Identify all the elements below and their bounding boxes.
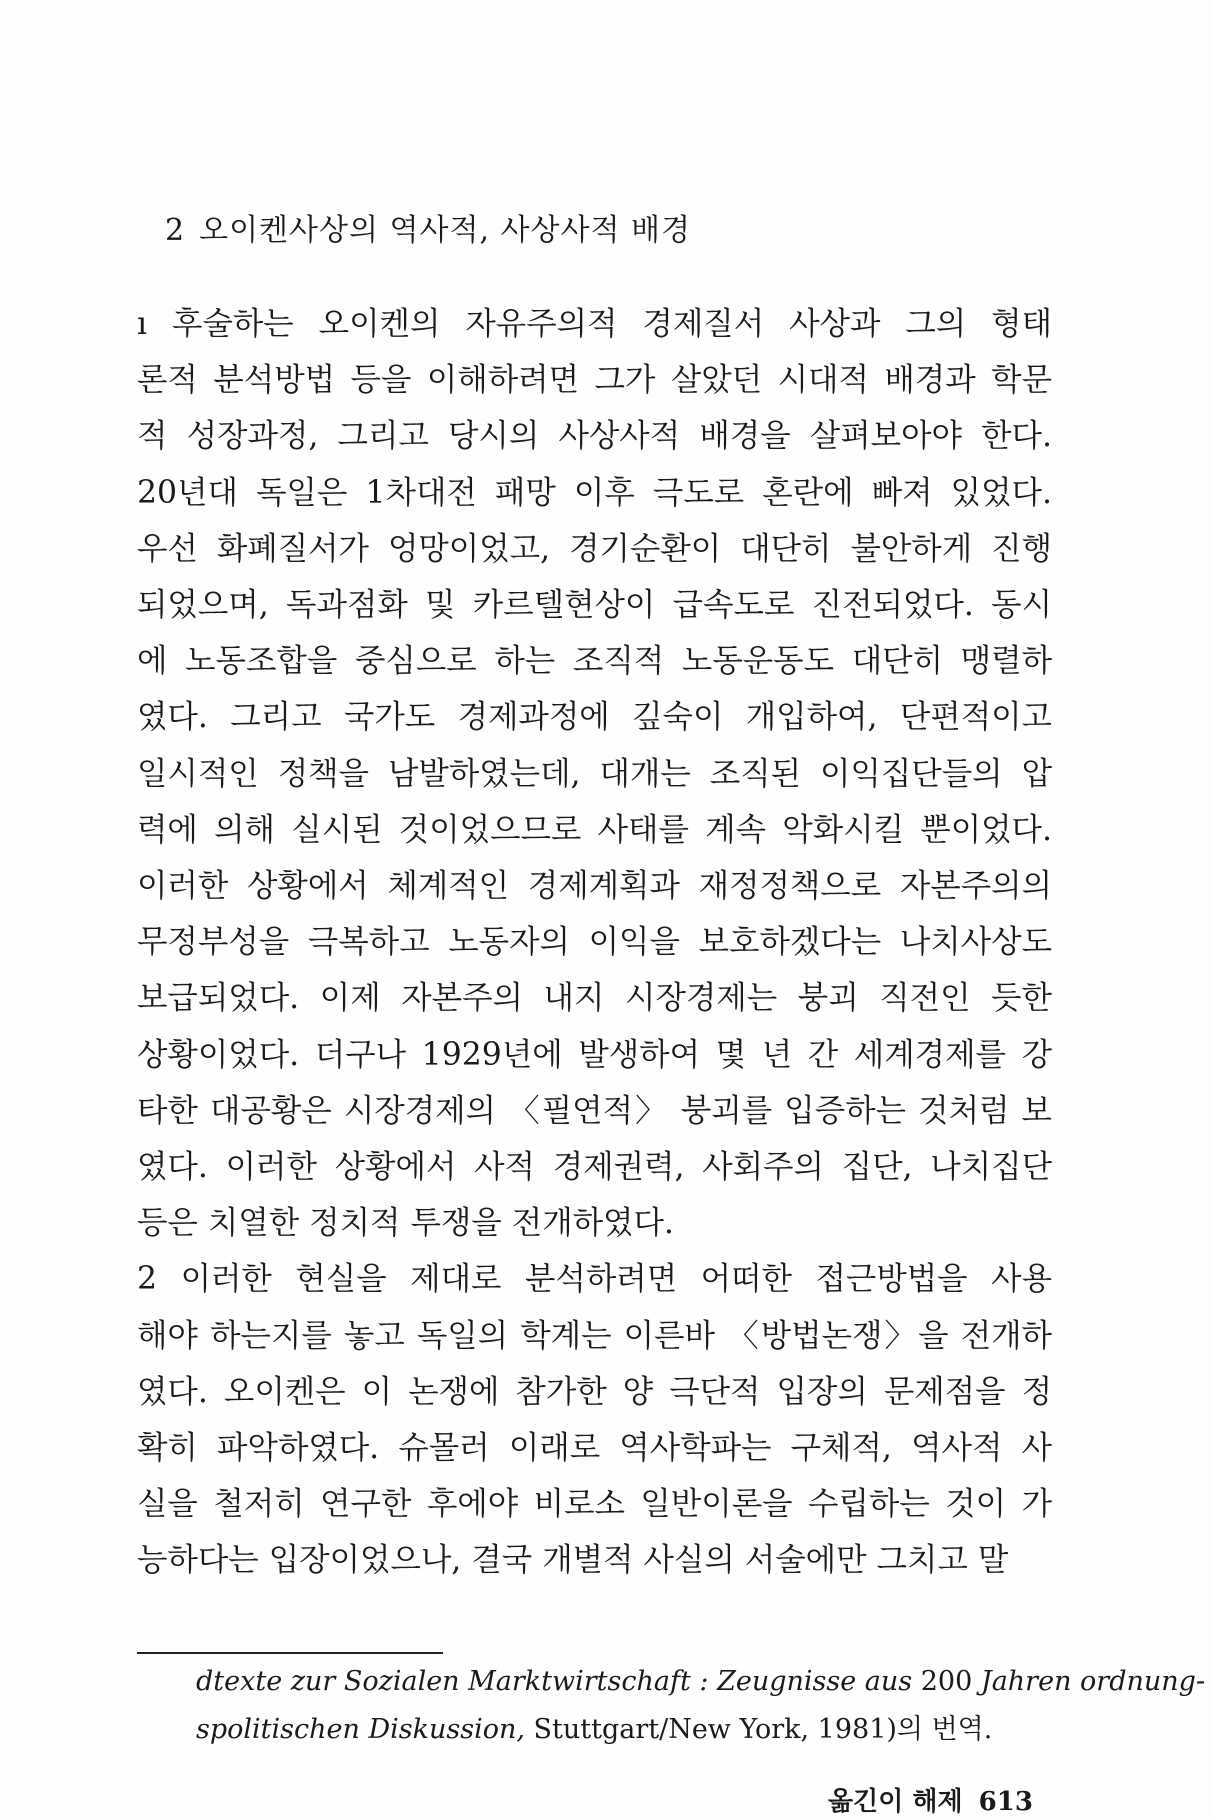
body-line: 일시적인 정책을 남발하였는데, 대개는 조직된 이익집단들의 압 [137, 755, 1052, 792]
body-line: 상황이었다. 더구나 1929년에 발생하여 몇 년 간 세계경제를 강 [137, 1036, 1052, 1073]
footnote-title-part-2: Jahren ordnung- [980, 1666, 1206, 1697]
body-line: 력에 의해 실시된 것이었으므로 사태를 계속 악화시킬 뿐이었다. [137, 811, 1052, 848]
page-footer [828, 1787, 1033, 1817]
body-line: 되었으며, 독과점화 및 카르텔현상이 급속도로 진전되었다. 동시 [137, 587, 1052, 623]
body-line: 능하다는 입장이었으나, 결국 개별적 사실의 서술에만 그치고 말 [137, 1542, 1009, 1579]
body-line: 적 성장과정, 그리고 당시의 사상사적 배경을 살펴보아야 한다. [137, 418, 1052, 455]
section-number: 2 [165, 213, 186, 248]
footnote-line-1 [196, 1660, 1206, 1704]
body-line: 보급되었다. 이제 자본주의 내지 시장경제는 붕괴 직전인 듯한 [137, 980, 1052, 1017]
body-line: 였다. 이러한 상황에서 사적 경제권력, 사회주의 집단, 나치집단 [137, 1149, 1052, 1185]
section-title: 오이켄사상의 역사적, 사상사적 배경 [199, 213, 691, 248]
body-line: 해야 하는지를 놓고 독일의 학계는 이른바 〈방법논쟁〉을 전개하 [137, 1317, 1052, 1354]
body-line: 였다. 그리고 국가도 경제과정에 깊숙이 개입하여, 단편적이고 [137, 699, 1052, 736]
footnote-title-part-3: spolitischen Diskussion, [196, 1714, 525, 1745]
body-line: 실을 철저히 연구한 후에야 비로소 일반이론을 수립하는 것이 가 [137, 1486, 1052, 1523]
body-line: 20년대 독일은 1차대전 패망 이후 극도로 혼란에 빠져 있었다. [137, 474, 1052, 511]
body-line: 에 노동조합을 중심으로 하는 조직적 노동운동도 대단히 맹렬하 [137, 643, 1052, 680]
body-line: 2 이러한 현실을 제대로 분석하려면 어떠한 접근방법을 사용 [137, 1261, 1052, 1298]
running-footer-label: 옮긴이 해제 [828, 1787, 963, 1817]
body-line: 론적 분석방법 등을 이해하려면 그가 살았던 시대적 배경과 학문 [137, 362, 1052, 399]
footnote-line-2 [196, 1708, 1056, 1752]
footnote-year-count: 200 [920, 1666, 973, 1697]
page-number: 613 [978, 1787, 1033, 1817]
body-line: 우선 화폐질서가 엉망이었고, 경기순환이 대단히 불안하게 진행 [137, 530, 1052, 567]
body-line: 타한 대공황은 시장경제의 〈필연적〉 붕괴를 입증하는 것처럼 보 [137, 1092, 1052, 1129]
body-line: 였다. 오이켄은 이 논쟁에 참가한 양 극단적 입장의 문제점을 정 [137, 1373, 1052, 1410]
body-line: ı 후술하는 오이켄의 자유주의적 경제질서 사상과 그의 형태 [137, 306, 1052, 342]
footnote-publication: Stuttgart/New York, 1981)의 번역. [533, 1714, 993, 1745]
body-line: 등은 치열한 정치적 투쟁을 전개하였다. [137, 1205, 674, 1242]
body-line: 이러한 상황에서 체계적인 경제계획과 재정정책으로 자본주의의 [137, 868, 1052, 904]
footnote-title-part-1: dtexte zur Sozialen Marktwirtschaft : Zeugnisse aus [196, 1666, 913, 1697]
body-line: 무정부성을 극복하고 노동자의 이익을 보호하겠다는 나치사상도 [137, 924, 1052, 961]
footnote-rule [137, 1652, 443, 1654]
section-heading [165, 205, 691, 249]
body-line: 확히 파악하였다. 슈몰러 이래로 역사학파는 구체적, 역사적 사 [137, 1430, 1052, 1466]
